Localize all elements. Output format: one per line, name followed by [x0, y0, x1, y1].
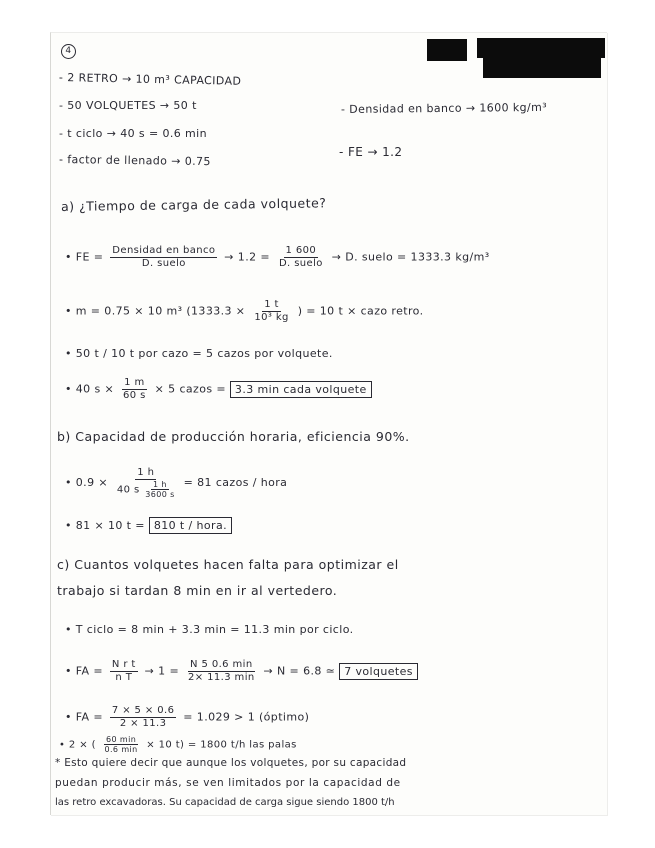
question-a: a) ¿Tiempo de carga de cada volquete?	[60, 195, 327, 214]
answer-box-a: 3.3 min cada volquete	[230, 381, 372, 398]
question-c-line2: trabajo si tardan 8 min en ir al vertedero.	[57, 583, 338, 598]
given-fe: - FE → 1.2	[339, 145, 403, 159]
given-ciclo: - t ciclo → 40 s = 0.6 min	[59, 127, 207, 140]
given-retro: - 2 RETRO → 10 m³ CAPACIDAD	[58, 71, 242, 88]
answer-box-b: 810 t / hora.	[149, 517, 232, 534]
notebook-page	[50, 32, 607, 815]
production-result: • 81 × 10 t = 810 t / hora.	[65, 519, 232, 532]
redaction-block	[477, 38, 605, 58]
question-c-line1: c) Cuantos volquetes hacen falta para optimizar el	[57, 557, 399, 572]
tciclo-line: • T ciclo = 8 min + 3.3 min = 11.3 min por ciclo.	[65, 623, 354, 636]
note-line-3: las retro excavadoras. Su capacidad de carga sigue siendo 1800 t/h	[55, 797, 395, 808]
production-equation: • 0.9 × 1 h 40 s $\frac{1 h}{3600 s}$ = 81 cazos / hora	[65, 467, 288, 499]
mass-equation: • m = 0.75 × 10 m³ (1333.3 × $\frac{1 t}{\text{10³ kg}}$ ) = 10 t × cazo retro.	[65, 299, 424, 323]
question-b: b) Capacidad de producción horaria, eficiencia 90%.	[57, 429, 410, 444]
fa-check-equation: • FA = $\frac{7 \times 5 \times 0.6}{2 \times 11.3}$ = 1.029 > 1 (óptimo)	[65, 705, 310, 729]
loader-production: • 2 × ( $\frac{60 \min}{0.6 \min}$ × 10 t) = 1800 t/h las palas	[59, 735, 297, 754]
note-line-2: puedan producir más, se ven limitados por la capacidad de	[55, 777, 401, 789]
note-line-1: * Esto quiere decir que aunque los volquetes, por su capacidad	[55, 757, 407, 769]
redaction-block	[427, 39, 467, 61]
answer-box-c: 7 volquetes	[339, 663, 418, 680]
given-volquetes: - 50 VOLQUETES → 50 t	[59, 99, 197, 112]
given-densidad: - Densidad en banco → 1600 kg/m³	[340, 100, 548, 116]
fa-equation: • FA = $\frac{\text{N r t}}{\text{n T}}$ → 1 = $\frac{N 5 0.6 \min}{2\times 11.3 \min}$ → N = 6.8 ≃ 7 volquetes	[65, 659, 418, 684]
given-llenado: - factor de llenado → 0.75	[58, 153, 211, 169]
page-number: 4	[61, 43, 76, 59]
fe-equation: • FE = $\frac{\text{Densidad en banco}}{\text{D. suelo}}$ → 1.2 = $\frac{1 600}{\text{D. suelo}}$ → D. suelo = 1333.3 kg/m³	[65, 245, 490, 269]
cazos-line: • 50 t / 10 t por cazo = 5 cazos por volquete.	[65, 347, 333, 360]
time-equation: • 40 s × $\frac{1 m}{60 s}$ × 5 cazos = 3.3 min cada volquete	[65, 377, 372, 402]
redaction-block	[483, 58, 601, 78]
